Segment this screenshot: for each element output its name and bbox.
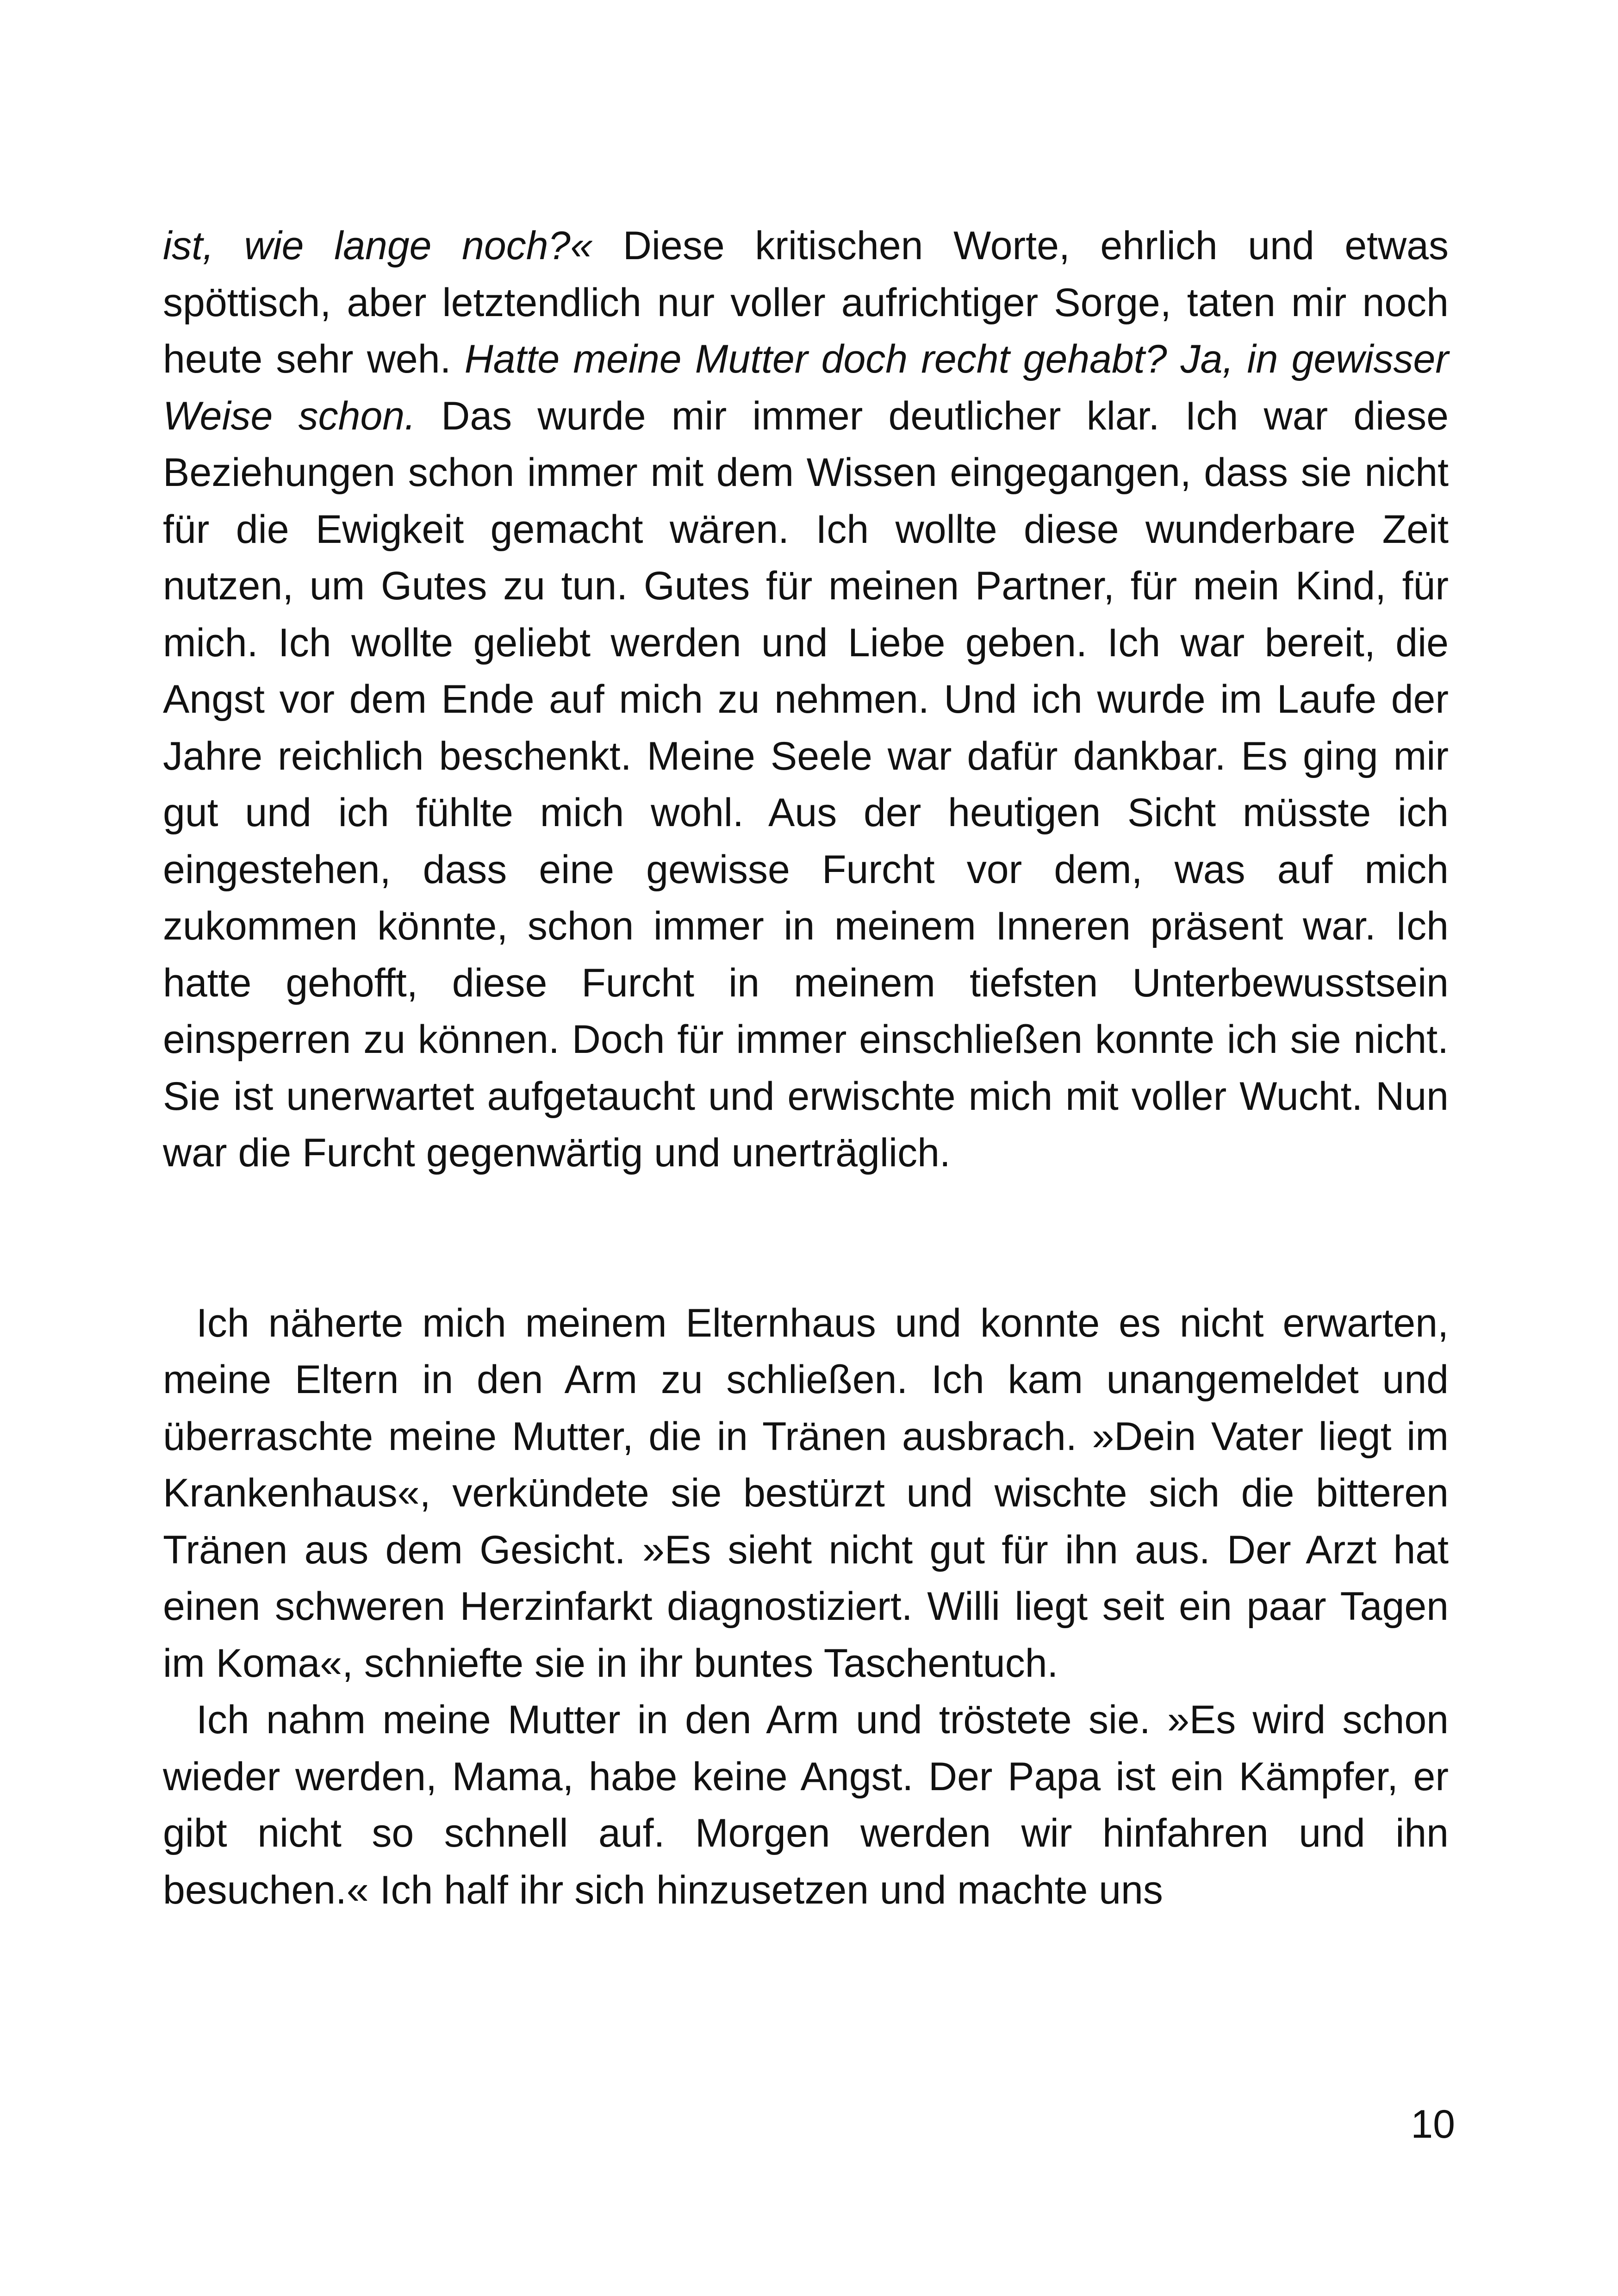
page-number: 10 xyxy=(1411,2102,1455,2147)
paragraph-spacer xyxy=(163,1182,1449,1295)
page-body-text xyxy=(163,218,1449,1918)
text-run: Diese kritischen Worte, ehrlich und etwas spöttisch, aber letztendlich nur voller aufrichtiger Sorge, taten mir noch heute sehr weh. xyxy=(163,224,1449,381)
paragraph-2 xyxy=(163,1295,1449,1692)
text-run: Das wurde mir immer deutlicher klar. Ich war diese Beziehungen schon immer mit dem Wissen eingegangen, dass sie nicht für die Ewigkeit gemacht wären. Ich wollte diese wunderbare Zeit nutzen, um Gutes zu tun. Gutes für meinen Partner, für mein Kind, für mich. Ich wollte geliebt werden und Liebe geben. Ich war bereit, die Angst vor dem Ende auf mich zu nehmen. Und ich wurde im Laufe der Jahre reichlich beschenkt. Meine Seele war dafür dankbar. Es ging mir gut und ich fühlte mich wohl. Aus der heutigen Sicht müsste ich eingestehen, dass eine gewisse Furcht vor dem, was auf mich zukommen könnte, schon immer in meinem Inneren präsent war. Ich hatte gehofft, diese Furcht in meinem tiefsten Unterbewusstsein einsperren zu können. Doch für immer einschließen konnte ich sie nicht. Sie ist unerwartet aufgetaucht und erwischte mich mit voller Wucht. Nun war die Furcht gegenwärtig und unerträglich. xyxy=(163,393,1449,1175)
italic-run: ist, wie lange noch?« xyxy=(163,224,593,268)
paragraph-1 xyxy=(163,218,1449,1182)
paragraph-3 xyxy=(163,1692,1449,1918)
italic-run: Hatte meine Mutter doch recht gehabt? Ja, in gewisser Weise schon. xyxy=(163,337,1449,438)
text-run: Ich näherte mich meinem Elternhaus und konnte es nicht erwarten, meine Eltern in den Arm zu schließen. Ich kam unangemeldet und überraschte meine Mutter, die in Tränen ausbrach. »Dein Vater liegt im Krankenhaus«, verkündete sie bestürzt und wischte sich die bitteren Tränen aus dem Gesicht. »Es sieht nicht gut für ihn aus. Der Arzt hat einen schweren Herzinfarkt diagnostiziert. Willi liegt seit ein paar Tagen im Koma«, schniefte sie in ihr buntes Taschentuch. xyxy=(163,1300,1449,1686)
text-run: Ich nahm meine Mutter in den Arm und tröstete sie. »Es wird schon wieder werden, Mama, habe keine Angst. Der Papa ist ein Kämpfer, er gibt nicht so schnell auf. Morgen werden wir hinfahren und ihn besuchen.« Ich half ihr sich hinzusetzen und machte uns xyxy=(163,1698,1449,1912)
